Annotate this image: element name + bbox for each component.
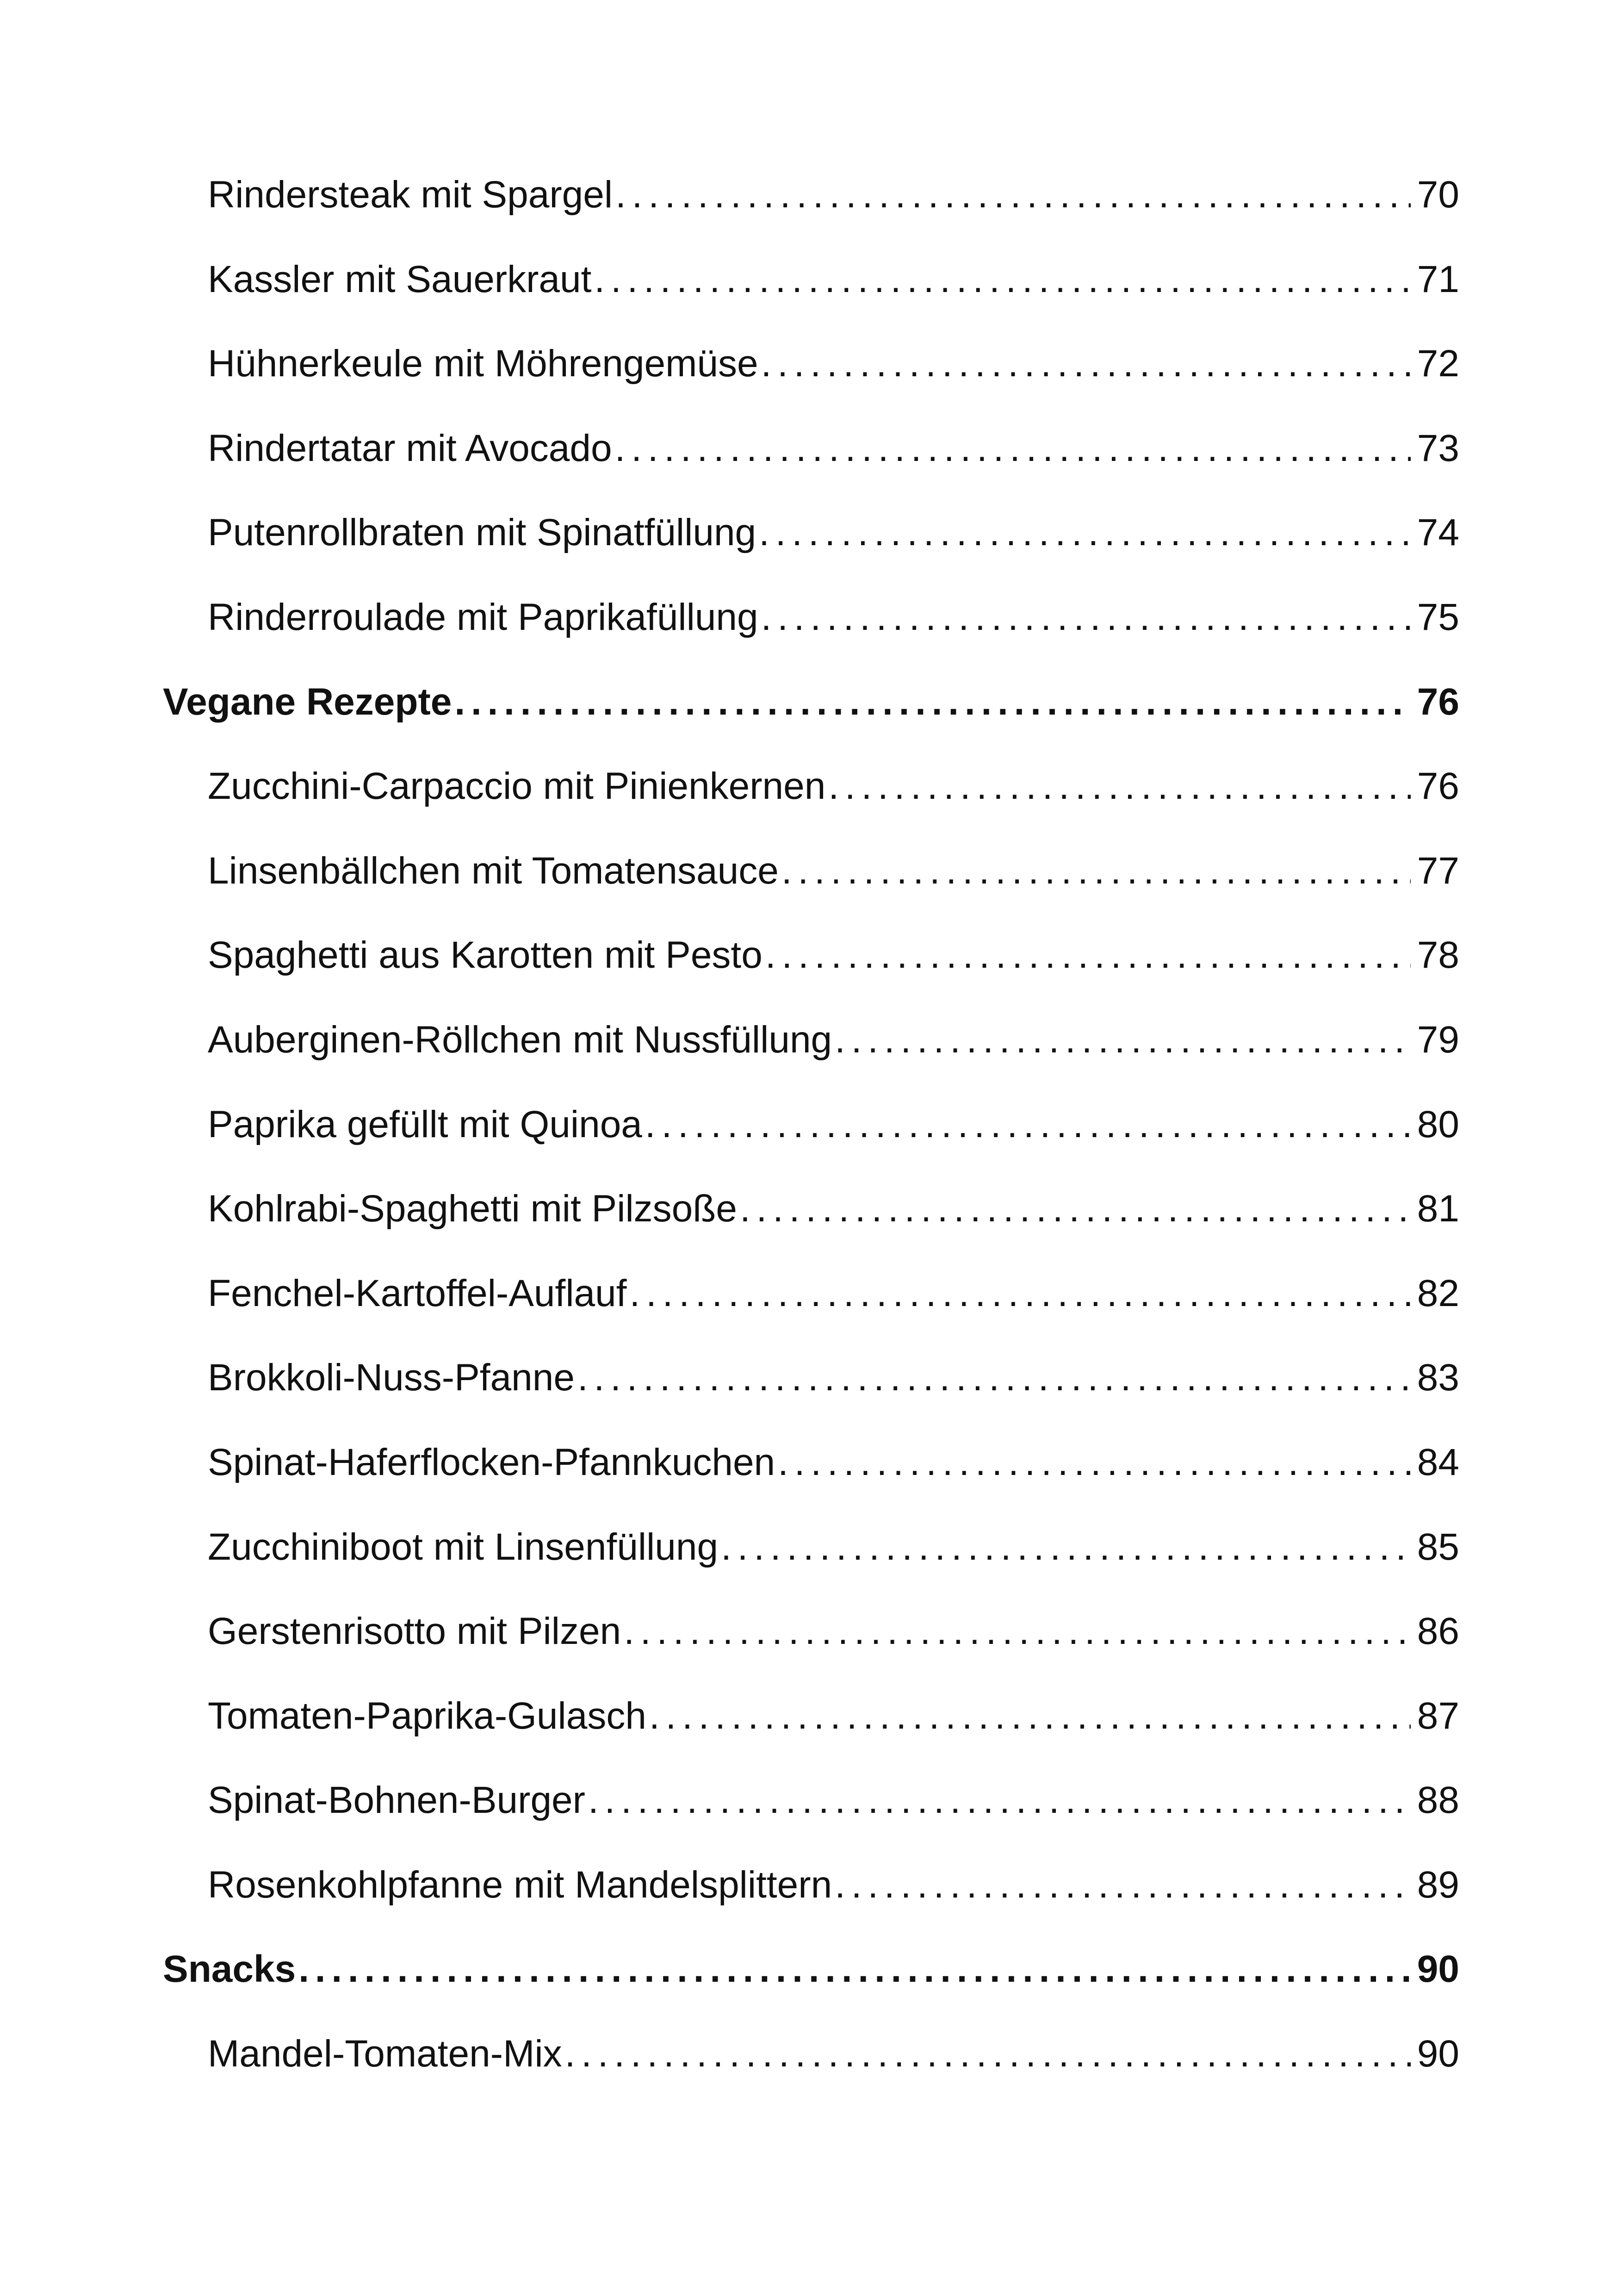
toc-entry[interactable] [163, 1251, 1459, 1336]
toc-section-heading[interactable] [163, 1927, 1459, 2012]
toc-entry[interactable] [163, 1758, 1459, 1843]
toc-entry[interactable] [163, 913, 1459, 998]
dot-leader [781, 829, 1411, 914]
toc-entry-page: 78 [1417, 934, 1459, 977]
dot-leader [740, 1167, 1411, 1251]
toc-section-heading[interactable] [163, 660, 1459, 745]
toc-entry[interactable] [163, 153, 1459, 237]
toc-entry-page: 83 [1417, 1356, 1459, 1399]
dot-leader [721, 1505, 1411, 1590]
toc-entry-title: Spaghetti aus Karotten mit Pesto [208, 913, 765, 998]
toc-entry[interactable] [163, 829, 1459, 914]
toc-entry-title: Rindersteak mit Spargel [208, 153, 615, 237]
toc-entry[interactable] [163, 1083, 1459, 1167]
toc-entry-title: Kassler mit Sauerkraut [208, 237, 594, 322]
toc-entry[interactable] [163, 491, 1459, 575]
dot-leader [835, 1843, 1411, 1928]
toc-entry-title: Kohlrabi-Spaghetti mit Pilzsoße [208, 1167, 740, 1251]
dot-leader [615, 153, 1411, 237]
toc-entry-title: Gerstenrisotto mit Pilzen [208, 1589, 624, 1674]
toc-entry-page: 71 [1417, 258, 1459, 300]
toc-entry-title: Mandel-Tomaten-Mix [208, 2012, 565, 2097]
toc-entry-page: 87 [1417, 1694, 1459, 1737]
toc-entry[interactable] [163, 1674, 1459, 1759]
dot-leader [828, 744, 1410, 829]
toc-entry-page: 85 [1417, 1525, 1459, 1568]
toc-entry-page: 77 [1417, 849, 1459, 892]
dot-leader [778, 1420, 1411, 1505]
toc-entry-title: Rinderroulade mit Paprikafüllung [208, 575, 761, 660]
toc-entry-title: Brokkoli-Nuss-Pfanne [208, 1336, 577, 1420]
toc-entry[interactable] [163, 1589, 1459, 1674]
dot-leader [594, 237, 1410, 322]
toc-entry-title: Tomaten-Paprika-Gulasch [208, 1674, 649, 1759]
toc-entry-page: 76 [1417, 765, 1459, 808]
dot-leader [761, 575, 1411, 660]
toc-entry-title: Paprika gefüllt mit Quinoa [208, 1083, 645, 1167]
toc-entry-title: Rosenkohlpfanne mit Mandelsplittern [208, 1843, 835, 1928]
toc-entry-page: 75 [1417, 596, 1459, 638]
toc-entry-page: 81 [1417, 1188, 1459, 1230]
toc-entry-title: Zucchiniboot mit Linsenfüllung [208, 1505, 721, 1590]
toc-entry-title: Zucchini-Carpaccio mit Pinienkernen [208, 744, 828, 829]
toc-entry-page: 70 [1417, 174, 1459, 216]
toc-entry[interactable] [163, 2012, 1459, 2097]
toc-entry-page: 84 [1417, 1441, 1459, 1483]
toc-entry-title: Hühnerkeule mit Möhrengemüse [208, 322, 761, 406]
dot-leader [454, 660, 1410, 745]
dot-leader [649, 1674, 1411, 1759]
dot-leader [588, 1758, 1411, 1843]
toc-entry[interactable] [163, 1843, 1459, 1928]
dot-leader [298, 1927, 1411, 2012]
toc-entry-page: 82 [1417, 1272, 1459, 1314]
toc-entry-page: 80 [1417, 1103, 1459, 1145]
toc-entry[interactable] [163, 237, 1459, 322]
toc-entry[interactable] [163, 1167, 1459, 1251]
toc-entry-page: 74 [1417, 511, 1459, 554]
dot-leader [624, 1589, 1411, 1674]
toc-section-page: 90 [1417, 1948, 1459, 1991]
toc-entry-title: Auberginen-Röllchen mit Nussfüllung [208, 998, 835, 1083]
dot-leader [765, 913, 1411, 998]
toc-section-title: Vegane Rezepte [163, 660, 454, 745]
toc-entry-title: Fenchel-Kartoffel-Auflauf [208, 1251, 630, 1336]
dot-leader [761, 322, 1411, 406]
toc-entry-title: Rindertatar mit Avocado [208, 406, 615, 491]
toc-entry-page: 88 [1417, 1779, 1459, 1822]
toc-entry-title: Linsenbällchen mit Tomatensauce [208, 829, 781, 914]
toc-entry[interactable] [163, 322, 1459, 406]
toc-entry[interactable] [163, 1336, 1459, 1420]
toc-entry[interactable] [163, 744, 1459, 829]
dot-leader [759, 491, 1411, 575]
toc-entry[interactable] [163, 1505, 1459, 1590]
toc-entry-title: Putenrollbraten mit Spinatfüllung [208, 491, 759, 575]
dot-leader [630, 1251, 1411, 1336]
toc-entry[interactable] [163, 998, 1459, 1083]
toc-entry-page: 73 [1417, 427, 1459, 469]
toc-section-title: Snacks [163, 1927, 298, 2012]
toc-entry-page: 79 [1417, 1018, 1459, 1061]
toc-entry[interactable] [163, 406, 1459, 491]
table-of-contents [163, 153, 1459, 2097]
toc-entry-page: 72 [1417, 342, 1459, 385]
toc-entry-page: 90 [1417, 2033, 1459, 2075]
toc-entry-page: 89 [1417, 1863, 1459, 1906]
dot-leader [645, 1083, 1411, 1167]
toc-entry-title: Spinat-Haferflocken-Pfannkuchen [208, 1420, 778, 1505]
toc-entry[interactable] [163, 1420, 1459, 1505]
toc-entry-page: 86 [1417, 1610, 1459, 1653]
dot-leader [615, 406, 1411, 491]
toc-section-page: 76 [1417, 680, 1459, 723]
toc-entry-title: Spinat-Bohnen-Burger [208, 1758, 588, 1843]
dot-leader [835, 998, 1411, 1083]
dot-leader [577, 1336, 1411, 1420]
dot-leader [565, 2012, 1411, 2097]
toc-entry[interactable] [163, 575, 1459, 660]
